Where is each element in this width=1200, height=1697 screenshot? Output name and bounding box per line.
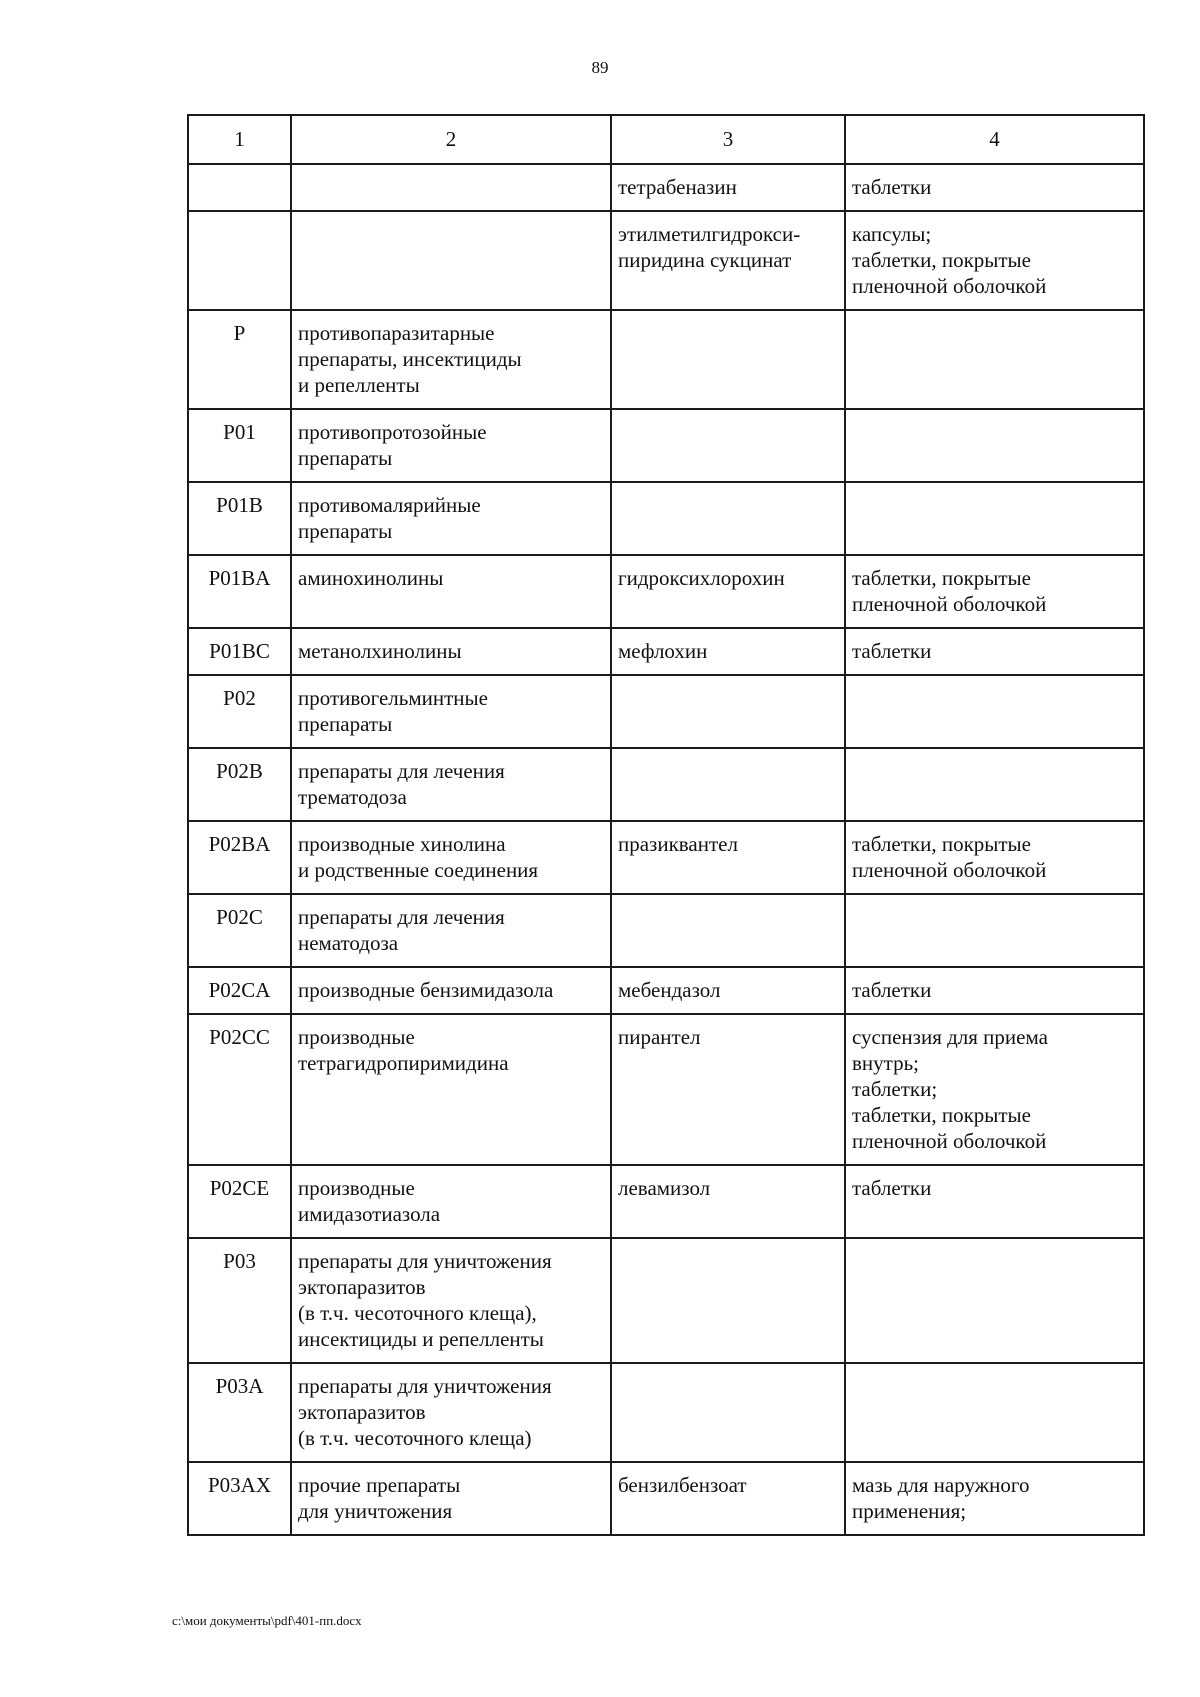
atc-code-cell <box>188 211 291 310</box>
table-row <box>188 482 1144 555</box>
atc-code-cell: P02BA <box>188 821 291 894</box>
drug-name-cell <box>611 1238 845 1363</box>
dosage-form-cell <box>845 482 1144 555</box>
table-row <box>188 1238 1144 1363</box>
group-name-cell: противопаразитарные препараты, инсектициды и репелленты <box>291 310 611 409</box>
group-name-cell: противогельминтные препараты <box>291 675 611 748</box>
table-row <box>188 675 1144 748</box>
dosage-form-cell: таблетки <box>845 967 1144 1014</box>
table-row <box>188 211 1144 310</box>
group-name-cell: прочие препараты для уничтожения <box>291 1462 611 1535</box>
group-name-cell: препараты для уничтожения эктопаразитов (в т.ч. чесоточного клеща), инсектициды и репелленты <box>291 1238 611 1363</box>
drug-name-cell <box>611 482 845 555</box>
group-name-cell: противопротозойные препараты <box>291 409 611 482</box>
atc-code-cell: P03 <box>188 1238 291 1363</box>
dosage-form-cell <box>845 748 1144 821</box>
drug-name-cell: пирантел <box>611 1014 845 1165</box>
dosage-form-cell <box>845 894 1144 967</box>
dosage-form-cell: таблетки, покрытые пленочной оболочкой <box>845 555 1144 628</box>
group-name-cell: противомалярийные препараты <box>291 482 611 555</box>
file-path-footer: c:\мои документы\pdf\401-пп.docx <box>172 1613 362 1628</box>
table-row <box>188 1363 1144 1462</box>
page-number: 89 <box>591 58 609 77</box>
drug-name-cell: тетрабеназин <box>611 164 845 211</box>
dosage-form-cell: таблетки <box>845 1165 1144 1238</box>
drug-name-cell: мефлохин <box>611 628 845 675</box>
drug-name-cell <box>611 409 845 482</box>
drug-name-cell <box>611 675 845 748</box>
table-row <box>188 967 1144 1014</box>
table-row <box>188 1462 1144 1535</box>
group-name-cell: препараты для лечения трематодоза <box>291 748 611 821</box>
column-header-1: 1 <box>188 115 291 164</box>
atc-code-cell: P02C <box>188 894 291 967</box>
drug-name-cell: гидроксихлорохин <box>611 555 845 628</box>
dosage-form-cell <box>845 310 1144 409</box>
drug-name-cell: этилметилгидрокси- пиридина сукцинат <box>611 211 845 310</box>
table-row <box>188 894 1144 967</box>
column-header-4: 4 <box>845 115 1144 164</box>
atc-code-cell <box>188 164 291 211</box>
dosage-form-cell <box>845 1238 1144 1363</box>
atc-code-cell: P <box>188 310 291 409</box>
drug-name-cell: мебендазол <box>611 967 845 1014</box>
group-name-cell: препараты для уничтожения эктопаразитов (в т.ч. чесоточного клеща) <box>291 1363 611 1462</box>
column-header-2: 2 <box>291 115 611 164</box>
dosage-form-cell: таблетки <box>845 628 1144 675</box>
table-row <box>188 821 1144 894</box>
table-row <box>188 748 1144 821</box>
table-row <box>188 164 1144 211</box>
table-header-row <box>188 115 1144 164</box>
dosage-form-cell: таблетки, покрытые пленочной оболочкой <box>845 821 1144 894</box>
drug-name-cell: левамизол <box>611 1165 845 1238</box>
dosage-form-cell: мазь для наружного применения; <box>845 1462 1144 1535</box>
group-name-cell: метанолхинолины <box>291 628 611 675</box>
drug-table <box>187 114 1145 1536</box>
dosage-form-cell: таблетки <box>845 164 1144 211</box>
group-name-cell: производные имидазотиазола <box>291 1165 611 1238</box>
dosage-form-cell <box>845 675 1144 748</box>
atc-code-cell: P02CE <box>188 1165 291 1238</box>
drug-name-cell <box>611 894 845 967</box>
group-name-cell: препараты для лечения нематодоза <box>291 894 611 967</box>
group-name-cell <box>291 164 611 211</box>
group-name-cell: производные бензимидазола <box>291 967 611 1014</box>
dosage-form-cell <box>845 1363 1144 1462</box>
atc-code-cell: P01BC <box>188 628 291 675</box>
dosage-form-cell: суспензия для приема внутрь; таблетки; таблетки, покрытые пленочной оболочкой <box>845 1014 1144 1165</box>
group-name-cell: аминохинолины <box>291 555 611 628</box>
atc-code-cell: P02CA <box>188 967 291 1014</box>
table-row <box>188 310 1144 409</box>
atc-code-cell: P03AX <box>188 1462 291 1535</box>
table-row <box>188 409 1144 482</box>
atc-code-cell: P01 <box>188 409 291 482</box>
drug-name-cell: бензилбензоат <box>611 1462 845 1535</box>
atc-code-cell: P03A <box>188 1363 291 1462</box>
group-name-cell: производные тетрагидропиримидина <box>291 1014 611 1165</box>
table-row <box>188 628 1144 675</box>
drug-name-cell <box>611 1363 845 1462</box>
group-name-cell <box>291 211 611 310</box>
column-header-3: 3 <box>611 115 845 164</box>
table-row <box>188 1165 1144 1238</box>
group-name-cell: производные хинолина и родственные соединения <box>291 821 611 894</box>
atc-code-cell: P01B <box>188 482 291 555</box>
drug-name-cell <box>611 310 845 409</box>
atc-code-cell: P02CC <box>188 1014 291 1165</box>
atc-code-cell: P01BA <box>188 555 291 628</box>
table-row <box>188 555 1144 628</box>
dosage-form-cell <box>845 409 1144 482</box>
drug-name-cell: празиквантел <box>611 821 845 894</box>
table-row <box>188 1014 1144 1165</box>
atc-code-cell: P02 <box>188 675 291 748</box>
drug-name-cell <box>611 748 845 821</box>
dosage-form-cell: капсулы; таблетки, покрытые пленочной оболочкой <box>845 211 1144 310</box>
atc-code-cell: P02B <box>188 748 291 821</box>
